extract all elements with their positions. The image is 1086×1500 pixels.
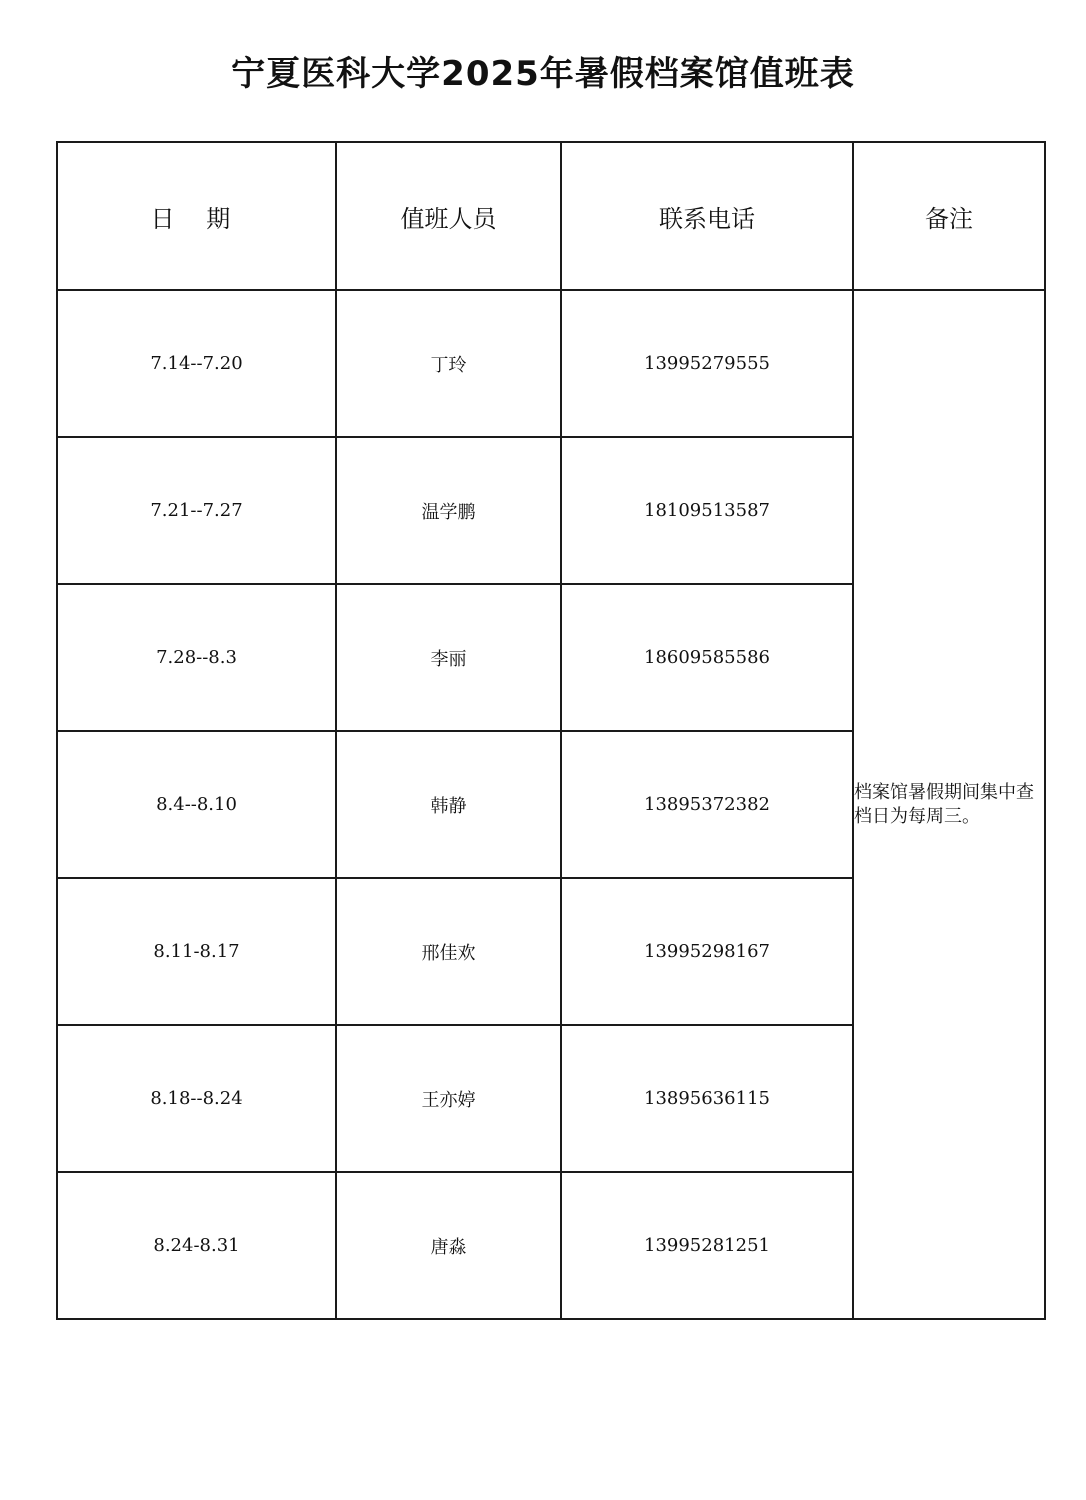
staff-cell: 韩静 <box>336 731 561 878</box>
date-cell: 8.11-8.17 <box>57 878 336 1025</box>
note-cell <box>853 290 1045 1319</box>
header-phone: 联系电话 <box>561 142 853 290</box>
date-cell: 8.4--8.10 <box>57 731 336 878</box>
table-row <box>57 290 1045 437</box>
staff-cell: 丁玲 <box>336 290 561 437</box>
header-note: 备注 <box>853 142 1045 290</box>
page-title: 宁夏医科大学2025年暑假档案馆值班表 <box>231 54 855 94</box>
phone-cell: 18609585586 <box>561 584 853 731</box>
header-row <box>57 142 1045 290</box>
header-date: 日 期 <box>57 142 336 290</box>
phone-cell: 13895372382 <box>561 731 853 878</box>
staff-cell: 唐淼 <box>336 1172 561 1319</box>
date-cell: 7.14--7.20 <box>57 290 336 437</box>
phone-cell: 13995298167 <box>561 878 853 1025</box>
staff-cell: 温学鹏 <box>336 437 561 584</box>
header-staff: 值班人员 <box>336 142 561 290</box>
phone-cell: 18109513587 <box>561 437 853 584</box>
phone-cell: 13995281251 <box>561 1172 853 1319</box>
staff-cell: 邢佳欢 <box>336 878 561 1025</box>
date-cell: 8.24-8.31 <box>57 1172 336 1319</box>
staff-cell: 李丽 <box>336 584 561 731</box>
phone-cell: 13895636115 <box>561 1025 853 1172</box>
note-text: 档案馆暑假期间集中查档日为每周三。 <box>854 781 1034 827</box>
date-cell: 8.18--8.24 <box>57 1025 336 1172</box>
duty-table <box>56 141 1046 1320</box>
date-cell: 7.28--8.3 <box>57 584 336 731</box>
phone-cell: 13995279555 <box>561 290 853 437</box>
staff-cell: 王亦婷 <box>336 1025 561 1172</box>
date-cell: 7.21--7.27 <box>57 437 336 584</box>
